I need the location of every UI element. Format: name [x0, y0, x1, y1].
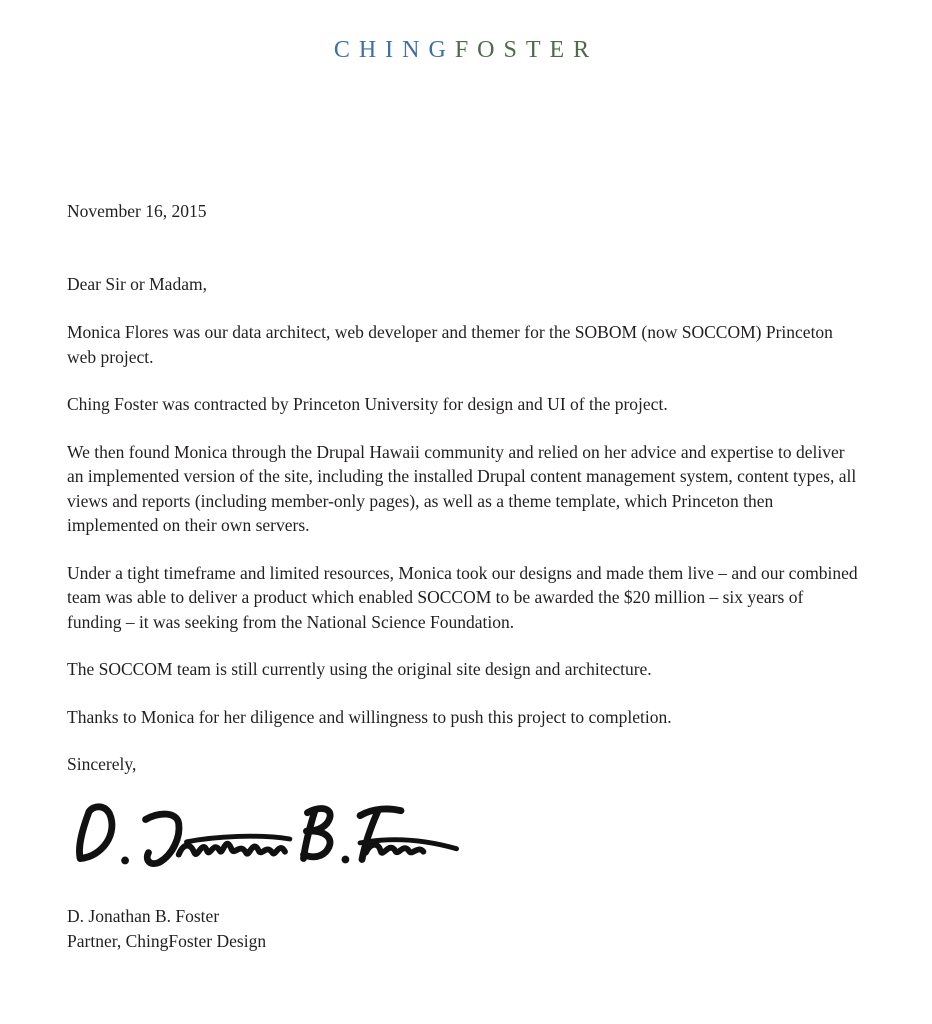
letter-closing: Sincerely,	[67, 754, 137, 774]
signer-name: D. Jonathan B. Foster	[67, 905, 220, 926]
letter-paragraph: Under a tight timeframe and limited resources, Monica took our designs and made them live – and our combined team was able to deliver a product which enabled SOCCOM to be awarded the $20 million – six years of funding – it was seeking from the National Science Foundation.	[67, 562, 858, 632]
letter-paragraph: Thanks to Monica for her diligence and willingness to push this project to completion.	[67, 706, 672, 727]
letter-body	[67, 199, 862, 954]
letter-date: November 16, 2015	[67, 201, 207, 221]
handwritten-signature-image	[67, 800, 462, 878]
signer-title: Partner, ChingFoster Design	[67, 930, 267, 951]
letter-paragraph: Ching Foster was contracted by Princeton University for design and UI of the project.	[67, 394, 668, 414]
letterhead	[0, 0, 932, 62]
letter-paragraph: The SOCCOM team is still currently using the original site design and architecture.	[67, 659, 652, 679]
letterhead-brand-ching: CHING	[333, 37, 455, 63]
letter-paragraph: We then found Monica through the Drupal Hawaii community and relied on her advice and expertise to deliver an implemented version of the site, including the installed Drupal content management system, content types, all views and reports (including member-only pages), as well as a theme template, which Princeton then implemented on their own servers.	[67, 441, 857, 535]
signature-block	[67, 904, 862, 954]
letter-paragraph: Monica Flores was our data architect, web developer and themer for the SOBOM (now SOCCOM) Princeton web project.	[67, 322, 833, 367]
letter-salutation: Dear Sir or Madam,	[67, 273, 207, 294]
letterhead-brand-foster: FOSTER	[454, 37, 599, 63]
